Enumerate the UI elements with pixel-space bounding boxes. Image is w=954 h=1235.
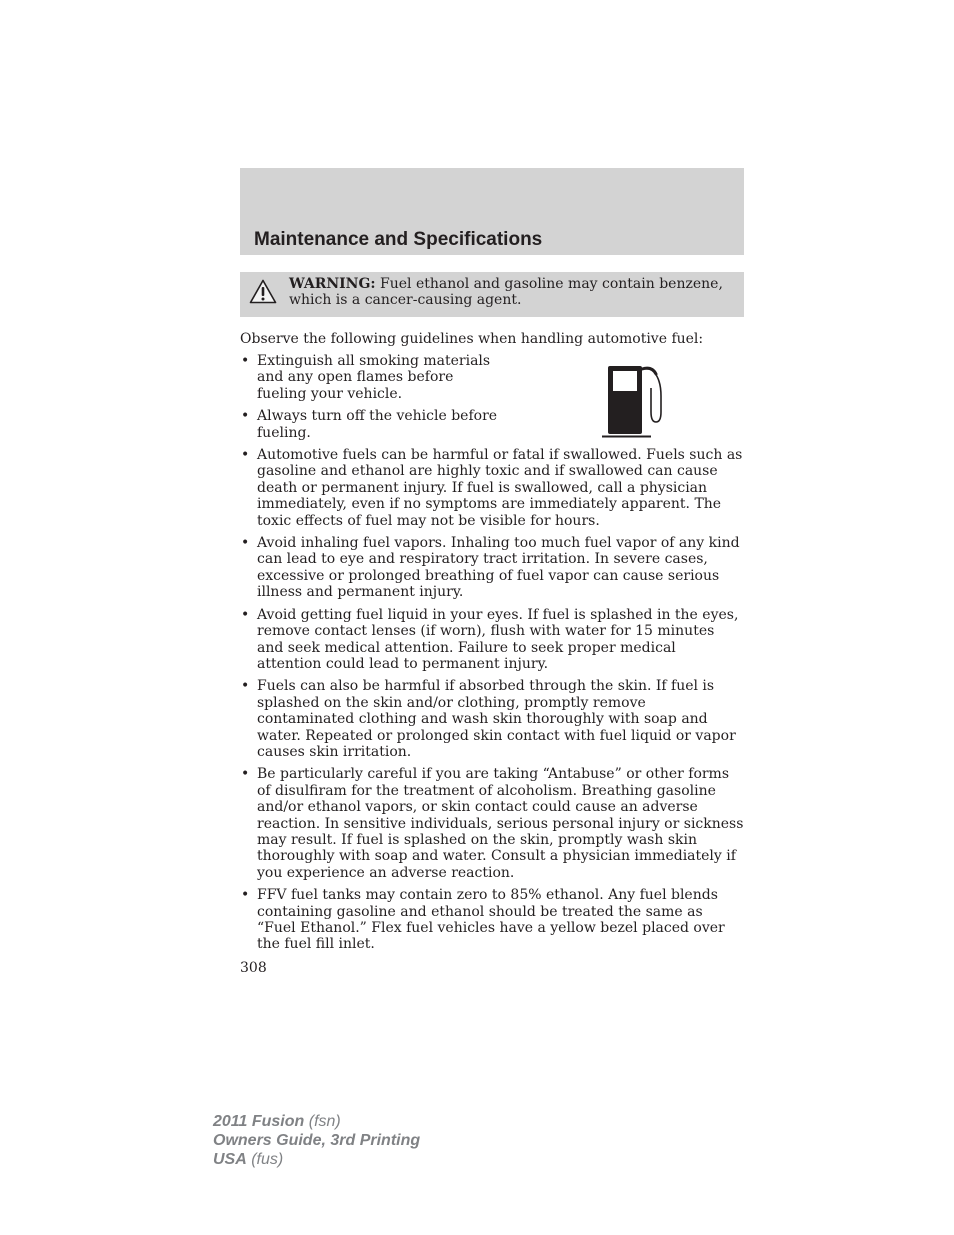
list-item: • Fuels can also be harmful if absorbed through the skin. If fuel is splashed on the skin and/or clothing, promptly remove contaminated clothing and wash skin thoroughly with soap and water. Repeated or prolonged skin contact with fuel liquid or vapor causes skin irritation. (240, 678, 744, 760)
warning-triangle-icon (249, 279, 277, 304)
section-title: Maintenance and Specifications (254, 229, 543, 250)
warning-box (240, 272, 744, 317)
warning-body: Fuel ethanol and gasoline may contain benzene, which is a cancer-causing agent. (289, 276, 723, 308)
warning-label: WARNING: (289, 276, 376, 292)
list-item: • Avoid inhaling fuel vapors. Inhaling too much fuel vapor of any kind can lead to eye and respiratory tract irritation. In severe cases, excessive or prolonged breathing of fuel vapor can cause serious illness and permanent injury. (240, 535, 744, 601)
warning-message (289, 276, 729, 308)
list-item: • Avoid getting fuel liquid in your eyes. If fuel is splashed in the eyes, remove contact lenses (if worn), flush with water for 15 minutes and seek medical attention. Failure to seek proper medical attention could lead to permanent injury. (240, 607, 744, 673)
page-number: 308 (240, 960, 267, 976)
footer-model: 2011 Fusion (213, 1113, 305, 1130)
fuel-guidelines-list (240, 353, 744, 959)
footer-model-line (213, 1112, 420, 1131)
footer-guide: Owners Guide, 3rd Printing (213, 1132, 421, 1149)
list-item: • FFV fuel tanks may contain zero to 85% ethanol. Any fuel blends containing gasoline and ethanol should be treated the same as “Fuel Ethanol.” Flex fuel vehicles have a yellow bezel placed over the fuel fill inlet. (240, 887, 744, 953)
footer-region-code: (fus) (246, 1151, 284, 1168)
footer-region: USA (213, 1151, 247, 1168)
document-footer (213, 1112, 420, 1169)
footer-region-line (213, 1150, 420, 1169)
list-item: • Always turn off the vehicle before fueling. (240, 408, 502, 441)
footer-model-code: (fsn) (304, 1113, 341, 1130)
section-header (240, 168, 744, 255)
list-item: • Be particularly careful if you are taking “Antabuse” or other forms of disulfiram for the treatment of alcoholism. Breathing gasoline and/or ethanol vapors, or skin contact could cause an adverse reaction. In sensitive individuals, serious personal injury or sickness may result. If fuel is splashed on the skin, promptly wash skin thoroughly with soap and water. Consult a physician immediately if you experience an adverse reaction. (240, 766, 744, 881)
intro-paragraph: Observe the following guidelines when handling automotive fuel: (240, 331, 704, 347)
footer-guide-line (213, 1131, 420, 1150)
list-item: • Automotive fuels can be harmful or fatal if swallowed. Fuels such as gasoline and ethanol are highly toxic and if swallowed can cause death or permanent injury. If fuel is swallowed, call a physician immediately, even if no symptoms are immediately apparent. The toxic effects of fuel may not be visible for hours. (240, 447, 744, 529)
list-item: • Extinguish all smoking materials and any open flames before fueling your vehicle. (240, 353, 497, 402)
